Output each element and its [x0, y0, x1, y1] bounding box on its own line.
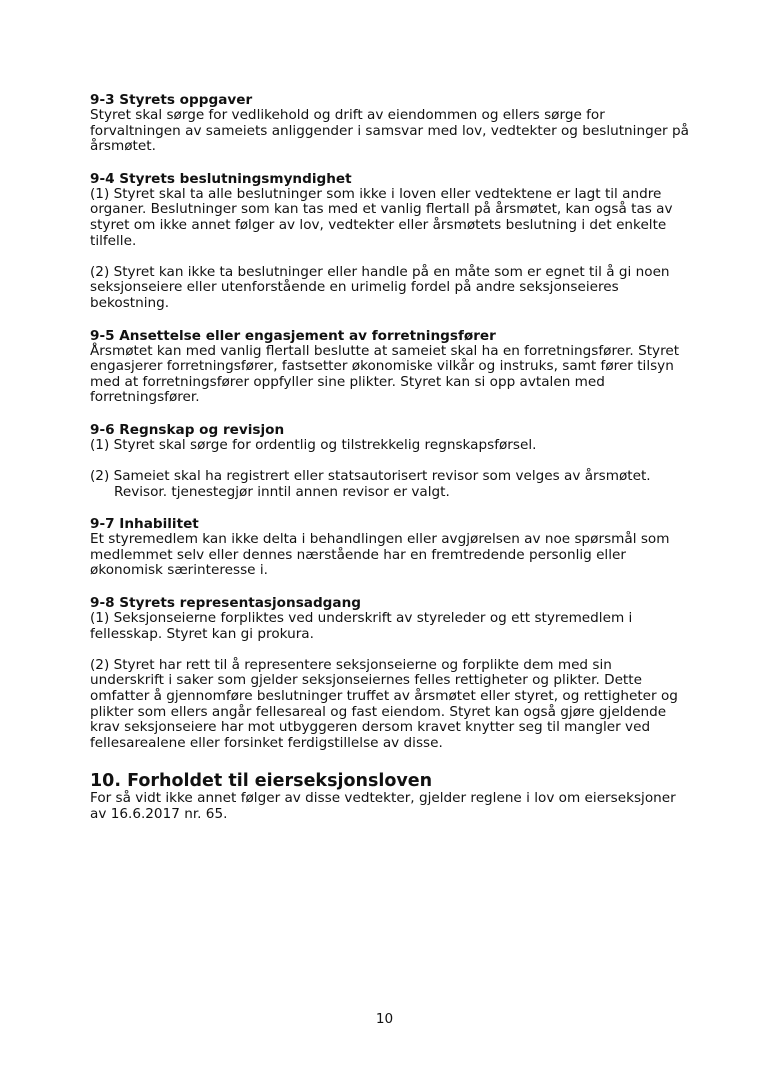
section-paragraph: (1) Styret skal ta alle beslutninger som ikke i loven eller vedtektene er lagt til andre organer. Beslutninger som kan tas med et vanlig flertall på årsmøtet, kan også tas av styret om ikke annet følger av lov, vedtekter eller årsmøtets beslutning i det enkelte tilfelle. — [90, 185, 673, 249]
section-title: 9-5 Ansettelse eller engasjement av forretningsfører — [90, 327, 496, 344]
section-9-5 — [90, 328, 690, 406]
document-body — [90, 92, 690, 823]
page-number: 10 — [375, 1011, 394, 1027]
section-paragraph: Styret skal sørge for vedlikehold og drift av eiendommen og ellers sørge for forvaltningen av sameiets anliggender i samsvar med lov, vedtekter og beslutninger på årsmøtet. — [90, 107, 689, 155]
chapter-title: 10. Forholdet til eierseksjonsloven — [90, 771, 433, 792]
section-paragraph: Årsmøtet kan med vanlig flertall beslutte at sameiet skal ha en forretningsfører. Styret engasjerer forretningsfører, fastsetter økonomiske vilkår og instruks, samt fører tilsyn med at forretningsfører oppfyller sine plikter. Styret kan si opp avtalen med forretningsfører. — [90, 342, 680, 406]
section-title: 9-8 Styrets representasjonsadgang — [90, 595, 361, 612]
section-9-3 — [90, 92, 690, 155]
section-title: 9-3 Styrets oppgaver — [90, 92, 253, 108]
section-title: 9-7 Inhabilitet — [90, 516, 199, 533]
section-title: 9-6 Regnskap og revisjon — [90, 421, 285, 438]
section-9-8 — [90, 595, 690, 751]
section-9-6 — [90, 422, 690, 500]
section-paragraph: (1) Seksjonseierne forpliktes ved underskrift av styreleder og ett styremedlem i fellesskap. Styret kan gi prokura. — [90, 610, 633, 642]
chapter-10 — [90, 771, 690, 822]
chapter-paragraph: For så vidt ikke annet følger av disse vedtekter, gjelder reglene i lov om eierseksjoner av 16.6.2017 nr. 65. — [90, 790, 676, 822]
section-paragraph: (1) Styret skal sørge for ordentlig og tilstrekkelig regnskapsførsel. — [90, 436, 537, 453]
section-9-4 — [90, 171, 690, 312]
section-paragraph: (2) Styret kan ikke ta beslutninger eller handle på en måte som er egnet til å gi noen seksjonseiere eller utenforstående en urimelig fordel på andre seksjonseieres bekostning. — [90, 263, 670, 311]
section-paragraph: (2) Sameiet skal ha registrert eller statsautorisert revisor som velges av årsmøtet. Revisor. tjenestegjør inntil annen revisor er valgt. — [90, 468, 651, 500]
section-9-7 — [90, 516, 690, 579]
section-paragraph: Et styremedlem kan ikke delta i behandlingen eller avgjørelsen av noe spørsmål som medlemmet selv eller dennes nærstående har en fremtredende personlig eller økonomisk særinteresse i. — [90, 531, 670, 579]
section-paragraph: (2) Styret har rett til å representere seksjonseierne og forplikte dem med sin underskrift i saker som gjelder seksjonseiernes felles rettigheter og plikter. Dette omfatter å gjennomføre beslutninger truffet av årsmøtet eller styret, og rettigheter og plikter som ellers angår fellesareal og fast eiendom. Styret kan også gjøre gjeldende krav seksjonseiere har mot utbyggeren dersom kravet knytter seg til mangler ved fellesarealene eller forsinket ferdigstillelse av disse. — [90, 656, 678, 751]
section-title: 9-4 Styrets beslutningsmyndighet — [90, 170, 352, 187]
